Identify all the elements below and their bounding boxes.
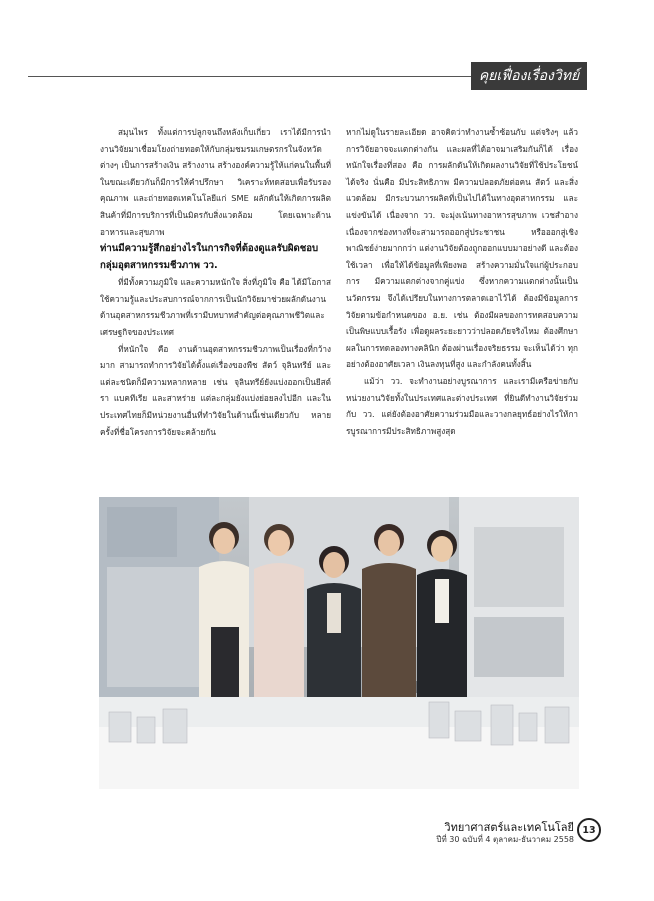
left-paragraph-1: สมุนไพร ทั้งแต่การปลูกจนถึงหลังเก็บเกี่ยว เราได้มีการนำงานวิจัยมาเชื่อมโยงถ่ายทอดให้กับกลุ่มชมรมเกษตรกรในจังหวัดต่างๆ เป็นการสร้างเงิน สร้างงาน สร้างองค์ความรู้ให้แก่คนในพื้นที่ ในขณะเดียวกันก็มีการให้คำปรึกษา วิเคราะห์ทดสอบเพื่อรับรองคุณภาพ และถ่ายทอดเทคโนโลยีแก่ SME ผลักดันให้เกิดการผลิตสินค้าที่มีการบริการที่เป็นมิตรกับสิ่งแวดล้อม โดยเฉพาะด้านอาหารและสุขภาพ bbox=[100, 127, 331, 237]
header-rule bbox=[28, 76, 471, 77]
right-column bbox=[346, 124, 578, 439]
right-paragraph-2: แม้ว่า วว. จะทำงานอย่างบูรณาการ และเรามีเครือข่ายกับหน่วยงานวิจัยทั้งในประเทศและต่างประเทศ ที่ยินดีทำงานวิจัยร่วมกับ วว. แต่ยังต้องอาศัยความร่วมมือและวางกลยุทธ์อย่างไรให้การบูรณาการมีประสิทธิภาพสูงสุด bbox=[346, 375, 578, 436]
group-photo bbox=[99, 497, 579, 789]
group-photo-illustration bbox=[99, 497, 579, 789]
publication-issue: ปีที่ 30 ฉบับที่ 4 ตุลาคม-ธันวาคม 2558 bbox=[436, 835, 574, 844]
section-label: คุยเฟื่องเรื่องวิทย์ bbox=[471, 62, 587, 90]
right-paragraph-1: หากไม่ดูในรายละเอียด อาจคิดว่าทำงานซ้ำซ้อนกับ แต่จริงๆ แล้วการวิจัยอาจจะแตกต่างกัน และผลที่ได้อาจมาเสริมกันก็ได้ เรื่องหนักใจเรื่องที่สอง คือ การผลักดันให้เกิดผลงานวิจัยที่ใช้ประโยชน์ได้จริง นั่นคือ มีประสิทธิภาพ มีความปลอดภัยต่อคน สัตว์ และสิ่งแวดล้อม มีกระบวนการผลิตที่เป็นไปได้ในทางอุตสาหกรรม และแข่งขันได้ เนื่องจาก วว. จะมุ่งเน้นทางอาหารสุขภาพ เวชสำอาง เนื่องจากช่องทางที่จะสามารถออกสู่ประชาชน หรือออกสู่เชิงพาณิชย์ง่ายมากกว่า แต่งานวิจัยต้องถูกออกแบบมาอย่างดี และต้องใช้เวลา เพื่อให้ได้ข้อมูลที่เพียงพอ สร้างความมั่นใจแก่ผู้ประกอบการ มีความแตกต่างจากคู่แข่ง ซึ่งหากความแตกต่างนั้นเป็นนวัตกรรม จึงได้เปรียบในทางการตลาดเอาไว้ได้ ต้องมีข้อมูลการวิจัยตามข้อกำหนดของ อ.ย. เช่น ต้องมีผลของการทดสอบความเป็นพิษแบบเรื้อรัง เพื่อดูผลระยะยาวว่าปลอดภัยจริงไหม ต้องศึกษาผลในการทดลองทางคลินิก ต้องผ่านเรื่องจริยธรรม จะเห็นได้ว่า ทุกอย่างต้องอาศัยเวลา เงินลงทุนที่สูง และกำลังคนทั้งสิ้น bbox=[346, 127, 578, 370]
left-column bbox=[100, 124, 331, 440]
publication-title: วิทยาศาสตร์และเทคโนโลยี bbox=[444, 821, 574, 834]
left-paragraph-2: ที่มีทั้งความภูมิใจ และความหนักใจ สิ่งที่ภูมิใจ คือ ได้มีโอกาสใช้ความรู้และประสบการณ์จากการเป็นนักวิจัยมาช่วยผลักดันงานด้านอุตสาหกรรมชีวภาพที่เรามีบทบาทสำคัญต่อคุณภาพชีวิตและเศรษฐกิจของประเทศ bbox=[100, 277, 331, 337]
left-paragraph-3: ที่หนักใจ คือ งานด้านอุตสาหกรรมชีวภาพเป็นเรื่องที่กว้างมาก สามารถทำการวิจัยได้ตั้งแต่เรื่องของพืช สัตว์ จุลินทรีย์ และแต่ละชนิดก็มีความหลากหลาย เช่น จุลินทรีย์ยังแบ่งออกเป็นยีสต์ รา แบคทีเรีย และสาหร่าย แต่ละกลุ่มยังแบ่งย่อยลงไปอีก และในประเทศไทยก็มีหน่วยงานอื่นที่ทำวิจัยในด้านนี้เช่นเดียวกับ หลายครั้งที่ชื่อโครงการวิจัยจะคล้ายกัน bbox=[100, 343, 331, 437]
page-number: 13 bbox=[577, 818, 601, 842]
interview-question-heading: ท่านมีความรู้สึกอย่างไรในการกิจที่ต้องดูแลรับผิดชอบกลุ่มอุตสาหกรรมชีวภาพ วว. bbox=[100, 243, 319, 272]
